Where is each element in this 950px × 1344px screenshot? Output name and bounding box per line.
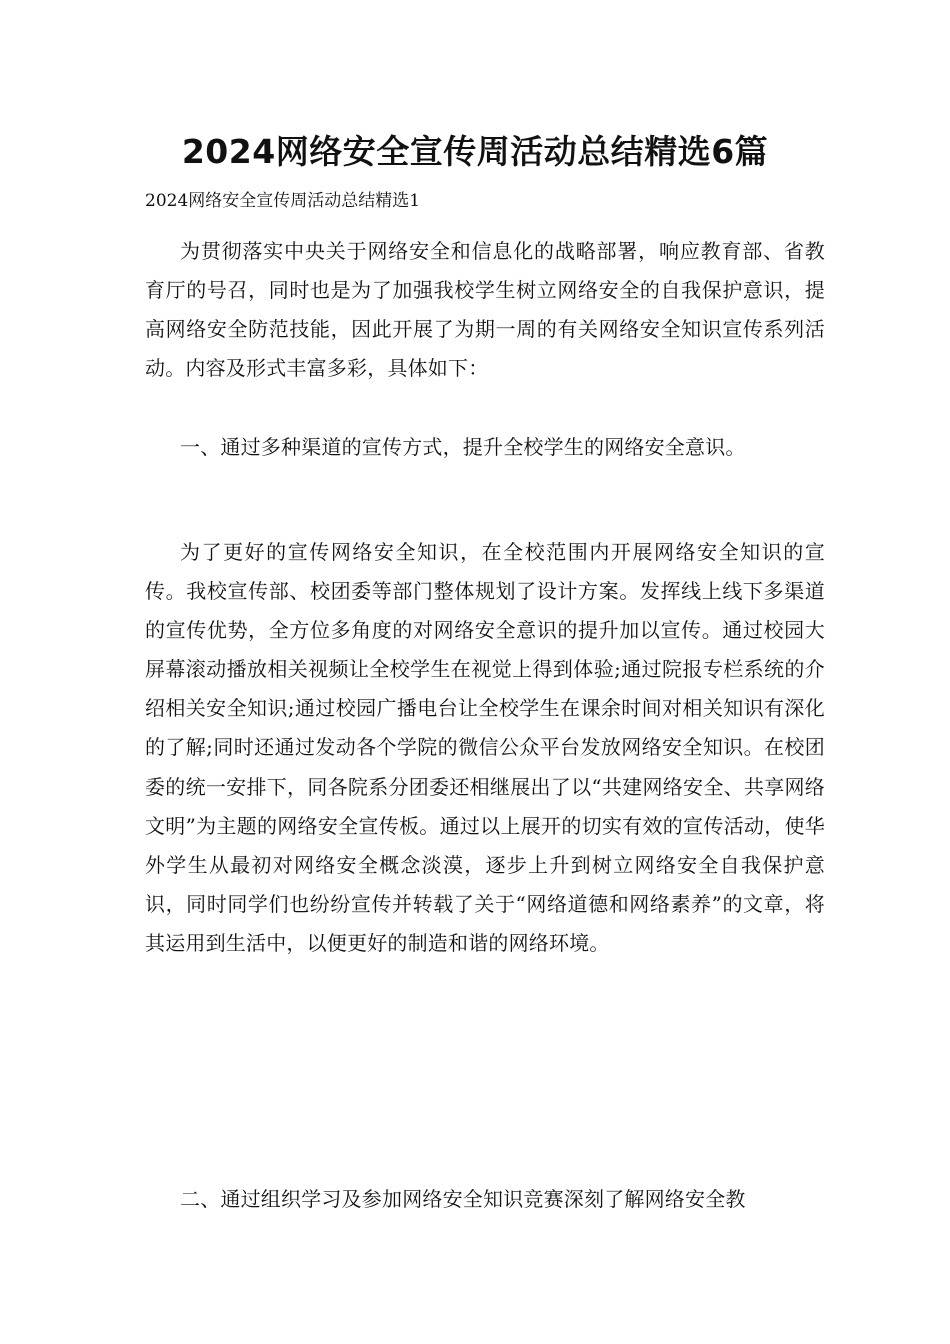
paragraph-intro: 为贯彻落实中央关于网络安全和信息化的战略部署，响应教育部、省教育厅的号召，同时也是为了加强我校学生树立网络安全的自我保护意识，提高网络安全防范技能，因此开展了为期一周的有关网络安全知识宣传系列活动。内容及形式丰富多彩，具体如下：: [145, 239, 825, 381]
paragraph-point-two: 二、通过组织学习及参加网络安全知识竞赛深刻了解网络安全教: [180, 1187, 746, 1211]
document-title: 2024网络安全宣传周活动总结精选6篇: [181, 132, 769, 171]
paragraph-point-one: 一、通过多种渠道的宣传方式，提升全校学生的网络安全意识。: [180, 435, 746, 459]
section-heading: 2024网络安全宣传周活动总结精选1: [145, 191, 421, 211]
paragraph-body: 为了更好的宣传网络安全知识，在全校范围内开展网络安全知识的宣传。我校宣传部、校团委等部门整体规划了设计方案。发挥线上线下多渠道的宣传优势，全方位多角度的对网络安全意识的提升加以宣传。通过校园大屏幕滚动播放相关视频让全校学生在视觉上得到体验;通过院报专栏系统的介绍相关安全知识;通过校园广播电台让全校学生在课余时间对相关知识有深化的了解;同时还通过发动各个学院的微信公众平台发放网络安全知识。在校团委的统一安排下，同各院系分团委还相继展出了以“共建网络安全、共享网络文明”为主题的网络安全宣传板。通过以上展开的切实有效的宣传活动，使华外学生从最初对网络安全概念淡漠，逐步上升到树立网络安全自我保护意识，同时同学们也纷纷宣传并转载了关于“网络道德和网络素养”的文章，将其运用到生活中，以便更好的制造和谐的网络环境。: [145, 540, 825, 955]
